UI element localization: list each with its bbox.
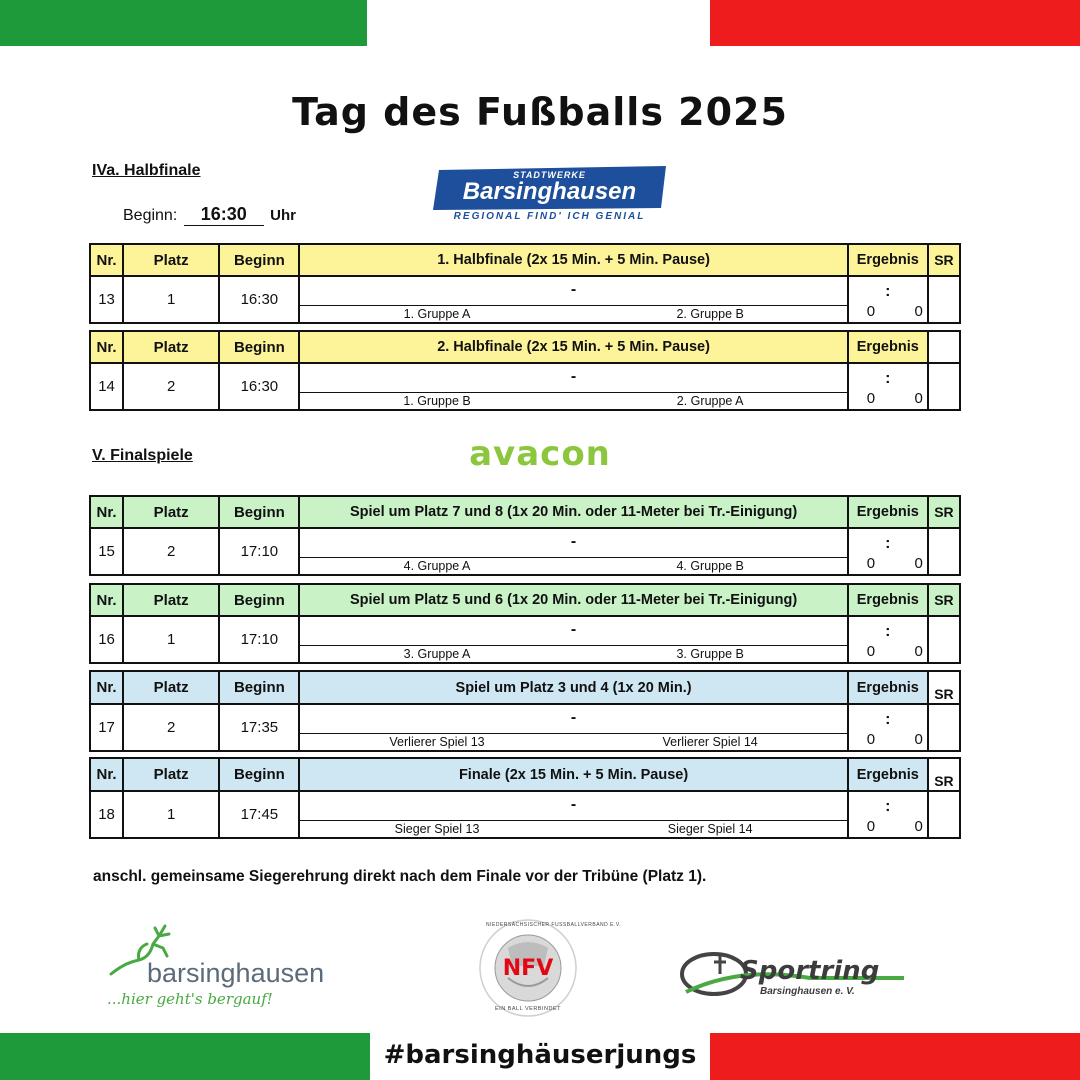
match-table-13 <box>89 243 961 324</box>
col-header-nr: Nr. <box>90 244 123 276</box>
match-team-1: 4. Gruppe A <box>403 559 471 573</box>
col-header-nr: Nr. <box>90 584 123 616</box>
col-header-platz: Platz <box>123 496 219 528</box>
section-heading-semifinal: IVa. Halbfinale <box>92 162 201 179</box>
match-title: Spiel um Platz 7 und 8 (1x 20 Min. oder 11-Meter bei Tr.-Einigung) <box>299 496 847 528</box>
match-sr-cell <box>928 791 960 838</box>
match-sr-cell <box>928 616 960 663</box>
score-2: 0 <box>914 643 923 660</box>
col-header-sr: SR <box>928 671 960 704</box>
nfv-letters: NFV <box>502 956 554 981</box>
match-beginn: 17:10 <box>219 528 299 575</box>
match-table-17 <box>89 670 961 752</box>
match-platz: 1 <box>123 616 219 663</box>
score-2: 0 <box>914 555 923 572</box>
score-2: 0 <box>914 303 923 320</box>
sportring-name: Sportring <box>740 956 880 986</box>
match-platz: 1 <box>123 791 219 838</box>
col-header-sr: SR <box>928 244 960 276</box>
top-green-stripe <box>0 0 367 46</box>
match-team-2: 3. Gruppe B <box>676 647 744 661</box>
score-colon: : <box>885 370 891 387</box>
col-header-beginn: Beginn <box>219 758 299 791</box>
score-2: 0 <box>914 818 923 835</box>
match-platz: 2 <box>123 528 219 575</box>
match-team-1: 1. Gruppe A <box>403 307 471 321</box>
col-header-platz: Platz <box>123 244 219 276</box>
score-1: 0 <box>866 303 876 320</box>
barsinghausen-city-name: barsinghausen <box>147 958 325 988</box>
nfv-ring-bottom: EIN BALL VERBINDET <box>495 1006 561 1012</box>
match-team-1: Sieger Spiel 13 <box>394 822 480 836</box>
stadtwerke-logo <box>433 166 666 224</box>
col-header-beginn: Beginn <box>219 496 299 528</box>
nfv-logo <box>478 918 622 1018</box>
sportring-logo <box>680 948 910 1008</box>
col-header-sr-empty <box>928 331 960 363</box>
score-2: 0 <box>914 731 923 748</box>
match-dash: - <box>570 796 577 813</box>
col-header-platz: Platz <box>123 584 219 616</box>
col-header-beginn: Beginn <box>219 244 299 276</box>
match-team-1: 1. Gruppe B <box>403 394 471 408</box>
score-colon: : <box>885 711 891 728</box>
match-dash: - <box>570 281 577 298</box>
beginn-time: 16:30 <box>184 204 264 226</box>
match-team-1: 3. Gruppe A <box>403 647 471 661</box>
match-table-15 <box>89 495 961 576</box>
col-header-nr: Nr. <box>90 758 123 791</box>
match-title: Spiel um Platz 5 und 6 (1x 20 Min. oder 11-Meter bei Tr.-Einigung) <box>299 584 847 616</box>
col-header-beginn: Beginn <box>219 671 299 704</box>
match-table-16 <box>89 583 961 664</box>
match-title: Finale (2x 15 Min. + 5 Min. Pause) <box>299 758 847 791</box>
match-dash: - <box>570 709 577 726</box>
match-platz: 2 <box>123 704 219 751</box>
sportring-sub: Barsinghausen e. V. <box>760 986 855 997</box>
col-header-sr: SR <box>928 496 960 528</box>
stadtwerke-logo-tagline: REGIONAL FIND' ICH GENIAL <box>453 211 646 222</box>
beginn-line <box>123 204 296 226</box>
nfv-ring-top: NIEDERSÄCHSISCHER FUSSBALLVERBAND E.V. <box>486 922 622 928</box>
match-platz: 1 <box>123 276 219 323</box>
col-header-platz: Platz <box>123 671 219 704</box>
match-table-18 <box>89 757 961 839</box>
score-colon: : <box>885 798 891 815</box>
col-header-ergebnis: Ergebnis <box>848 496 928 528</box>
page-title: Tag des Fußballs 2025 <box>292 90 788 134</box>
match-platz: 2 <box>123 363 219 410</box>
section-heading-final: V. Finalspiele <box>92 447 193 464</box>
col-header-beginn: Beginn <box>219 584 299 616</box>
top-red-stripe <box>710 0 1080 46</box>
col-header-ergebnis: Ergebnis <box>848 331 928 363</box>
match-nr: 18 <box>90 791 123 838</box>
match-title: Spiel um Platz 3 und 4 (1x 20 Min.) <box>299 671 847 704</box>
match-team-2: 4. Gruppe B <box>676 559 744 573</box>
avacon-logo: avacon <box>469 434 611 474</box>
match-sr-cell <box>928 363 960 410</box>
hashtag: #barsinghäuserjungs <box>383 1040 697 1070</box>
match-dash: - <box>570 368 577 385</box>
match-nr: 15 <box>90 528 123 575</box>
score-1: 0 <box>866 731 876 748</box>
stadtwerke-logo-name: Barsinghausen <box>462 178 637 205</box>
match-beginn: 16:30 <box>219 363 299 410</box>
match-team-2: Verlierer Spiel 14 <box>662 735 758 749</box>
match-nr: 14 <box>90 363 123 410</box>
barsinghausen-city-slogan: ...hier geht's bergauf! <box>107 990 273 1008</box>
match-title: 2. Halbfinale (2x 15 Min. + 5 Min. Pause) <box>299 331 847 363</box>
col-header-beginn: Beginn <box>219 331 299 363</box>
beginn-unit: Uhr <box>270 207 297 224</box>
score-colon: : <box>885 283 891 300</box>
score-colon: : <box>885 623 891 640</box>
score-1: 0 <box>866 818 876 835</box>
match-nr: 17 <box>90 704 123 751</box>
match-sr-cell <box>928 704 960 751</box>
col-header-ergebnis: Ergebnis <box>848 671 928 704</box>
ceremony-note: anschl. gemeinsame Siegerehrung direkt nach dem Finale vor der Tribüne (Platz 1). <box>93 868 707 885</box>
col-header-ergebnis: Ergebnis <box>848 758 928 791</box>
score-1: 0 <box>866 390 876 407</box>
col-header-ergebnis: Ergebnis <box>848 244 928 276</box>
match-team-1: Verlierer Spiel 13 <box>389 735 485 749</box>
match-team-2: 2. Gruppe B <box>676 307 744 321</box>
match-beginn: 17:10 <box>219 616 299 663</box>
match-team-2: 2. Gruppe A <box>676 394 744 408</box>
match-table-14 <box>89 330 961 411</box>
score-1: 0 <box>866 555 876 572</box>
col-header-sr: SR <box>928 758 960 791</box>
match-team-2: Sieger Spiel 14 <box>667 822 753 836</box>
col-header-sr: SR <box>928 584 960 616</box>
match-beginn: 17:45 <box>219 791 299 838</box>
beginn-label: Beginn: <box>123 207 178 224</box>
match-nr: 16 <box>90 616 123 663</box>
col-header-ergebnis: Ergebnis <box>848 584 928 616</box>
score-1: 0 <box>866 643 876 660</box>
score-2: 0 <box>914 390 923 407</box>
score-colon: : <box>885 535 891 552</box>
col-header-nr: Nr. <box>90 331 123 363</box>
match-beginn: 17:35 <box>219 704 299 751</box>
col-header-nr: Nr. <box>90 671 123 704</box>
match-dash: - <box>570 621 577 638</box>
stadtwerke-logo-top: STADTWERKE <box>513 170 586 180</box>
match-title: 1. Halbfinale (2x 15 Min. + 5 Min. Pause) <box>299 244 847 276</box>
bottom-red-stripe <box>710 1033 1080 1080</box>
col-header-platz: Platz <box>123 758 219 791</box>
match-sr-cell <box>928 276 960 323</box>
bottom-green-stripe <box>0 1033 370 1080</box>
col-header-platz: Platz <box>123 331 219 363</box>
barsinghausen-city-logo <box>105 920 335 1020</box>
match-sr-cell <box>928 528 960 575</box>
match-dash: - <box>570 533 577 550</box>
col-header-nr: Nr. <box>90 496 123 528</box>
match-nr: 13 <box>90 276 123 323</box>
match-beginn: 16:30 <box>219 276 299 323</box>
